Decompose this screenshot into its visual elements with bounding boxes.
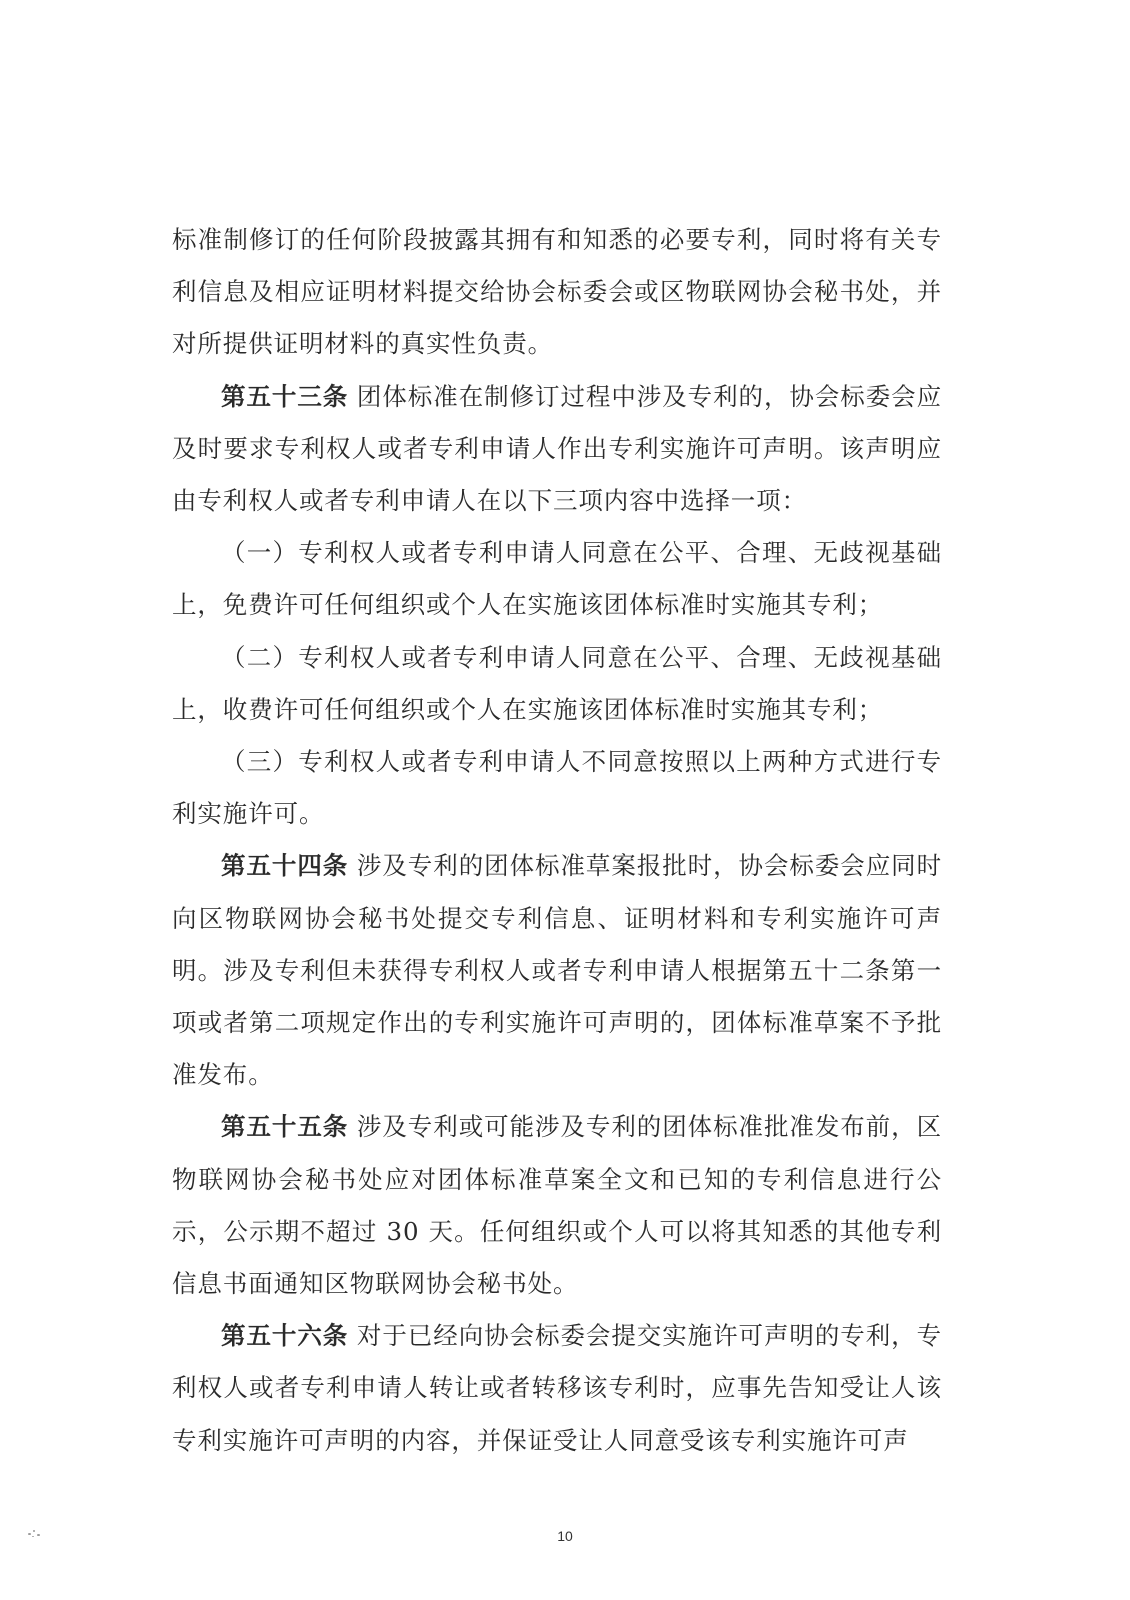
list-item-text: （三）专利权人或者专利申请人不同意按照以上两种方式进行专利实施许可。 xyxy=(172,747,942,829)
article-53 xyxy=(172,371,942,528)
paragraph-continuation xyxy=(172,214,942,371)
article-text: 涉及专利的团体标准草案报批时，协会标委会应同时向区物联网协会秘书处提交专利信息、证明材料和专利实施许可声明。涉及专利但未获得专利权人或者专利申请人根据第五十二条第一项或者第二项规定作出的专利实施许可声明的，团体标准草案不予批准发布。 xyxy=(172,851,942,1090)
list-item-text: （一）专利权人或者专利申请人同意在公平、合理、无歧视基础上，免费许可任何组织或个人在实施该团体标准时实施其专利； xyxy=(172,538,942,620)
paragraph-text: 标准制修订的任何阶段披露其拥有和知悉的必要专利，同时将有关专利信息及相应证明材料提交给协会标委会或区物联网协会秘书处，并对所提供证明材料的真实性负责。 xyxy=(172,225,942,359)
list-item-text: （二）专利权人或者专利申请人同意在公平、合理、无歧视基础上，收费许可任何组织或个人在实施该团体标准时实施其专利； xyxy=(172,642,942,724)
list-item-1 xyxy=(172,527,942,631)
scan-speck-decoration xyxy=(28,1530,42,1538)
article-54 xyxy=(172,840,942,1101)
list-item-3 xyxy=(172,736,942,840)
article-heading: 第五十五条 xyxy=(221,1112,349,1142)
article-text: 对于已经向协会标委会提交实施许可声明的专利，专利权人或者专利申请人转让或者转移该专利时，应事先告知受让人该专利实施许可声明的内容，并保证受让人同意受该专利实施许可声 xyxy=(172,1321,942,1455)
list-item-2 xyxy=(172,632,942,736)
page-number: 10 xyxy=(557,1528,573,1544)
article-text: 涉及专利或可能涉及专利的团体标准批准发布前，区物联网协会秘书处应对团体标准草案全文和已知的专利信息进行公示，公示期不超过 30 天。任何组织或个人可以将其知悉的其他专利信息书面通知区物联网协会秘书处。 xyxy=(172,1112,942,1299)
article-55 xyxy=(172,1101,942,1310)
article-56 xyxy=(172,1310,942,1467)
article-heading: 第五十六条 xyxy=(221,1321,349,1351)
article-text: 团体标准在制修订过程中涉及专利的，协会标委会应及时要求专利权人或者专利申请人作出专利实施许可声明。该声明应由专利权人或者专利申请人在以下三项内容中选择一项： xyxy=(172,381,942,516)
document-body xyxy=(172,214,942,1467)
article-heading: 第五十四条 xyxy=(221,851,349,881)
article-heading: 第五十三条 xyxy=(221,381,349,411)
